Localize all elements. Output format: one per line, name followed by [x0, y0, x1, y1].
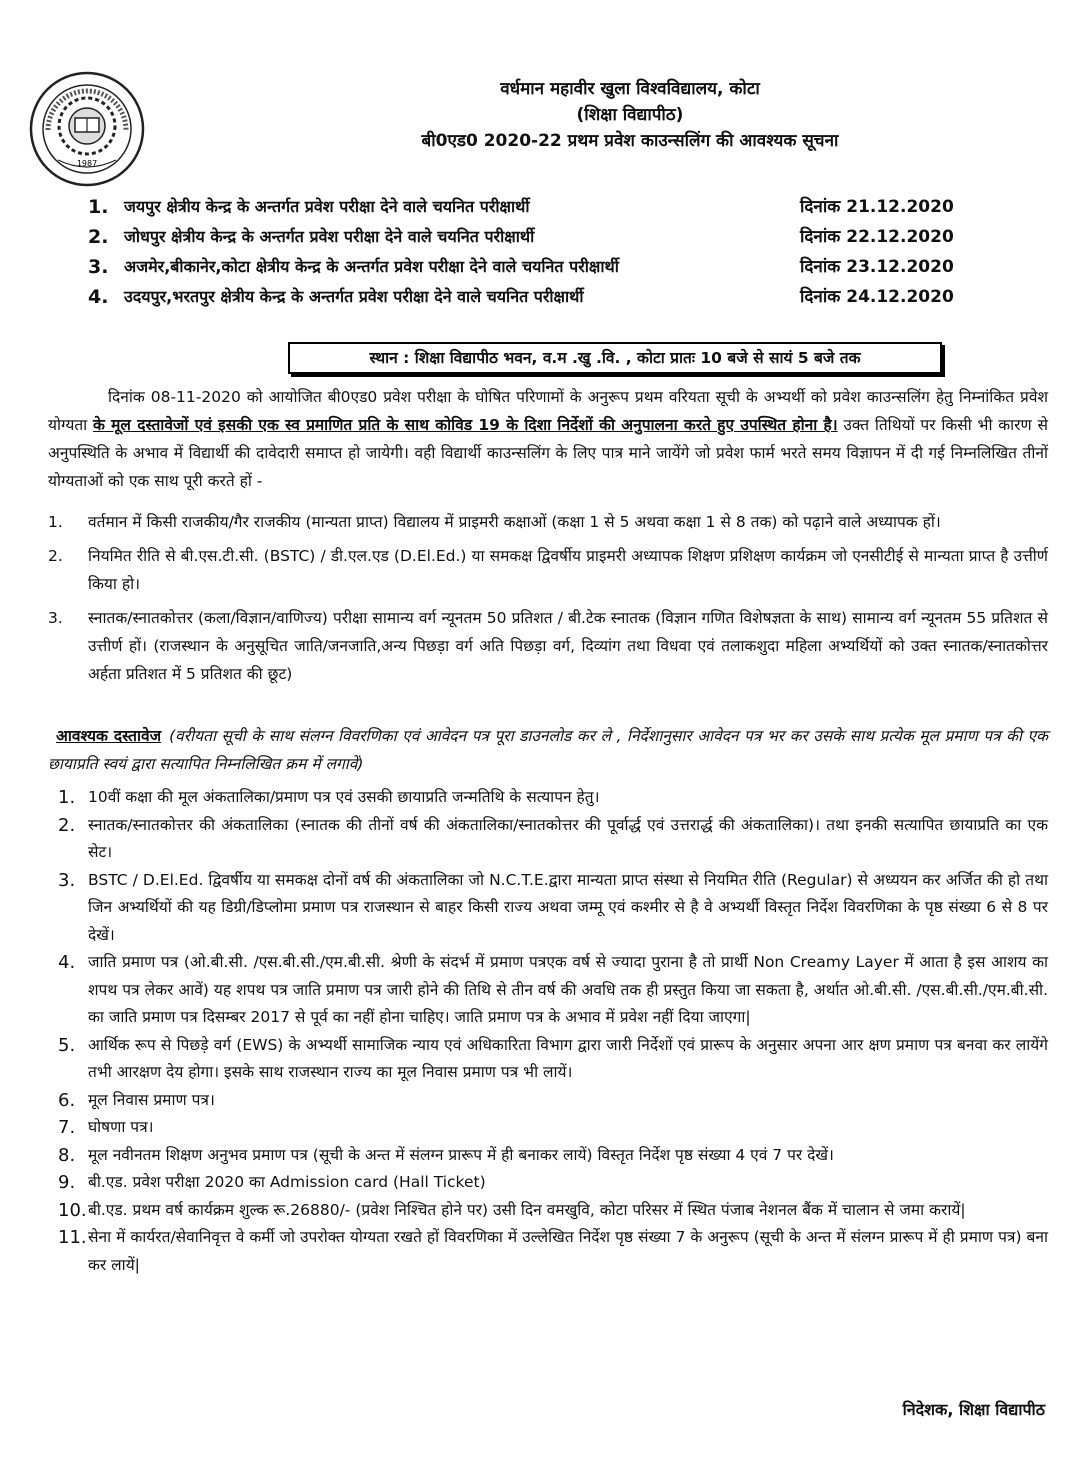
venue-box: स्थान : शिक्षा विद्यापीठ भवन, व.म .खु .वि. , कोटा प्रातः 10 बजे से सायं 5 बजे तक — [288, 342, 942, 374]
notice-title: बी0एड0 2020-22 प्रथम प्रवेश काउन्सलिंग की आवश्यक सूचना — [421, 131, 839, 151]
item-text: मूल निवास प्रमाण पत्र। — [88, 1090, 215, 1109]
university-seal-logo — [28, 70, 146, 188]
university-name: वर्धमान महावीर खुला विश्वविद्यालय, कोटा — [500, 79, 760, 99]
item-number: 1. — [48, 513, 63, 531]
documents-list — [58, 784, 1048, 1279]
list-item — [58, 1032, 1048, 1087]
item-text: स्नातक/स्नातकोत्तर (कला/विज्ञान/वाणिज्य) परीक्षा सामान्य वर्ग न्यूनतम 50 प्रतिशत / बी.टेक स्नातक (विज्ञान गणित विशेषज्ञता के साथ) सामान्य वर्ग न्यूनतम 55 प्रतिशत से उत्तीर्ण हों। (राजस्थान के अनुसूचित जाति/जनजाति,अन्य पिछड़ा वर्ग अति पिछड़ा वर्ग, दिव्यांग तथा विधवा एवं तलाकशुदा महिला अभ्यर्थियों को उक्त स्नातक/स्नातकोत्तर अर्हता प्रतिशत में 5 प्रतिशत की छूट) — [88, 609, 1048, 683]
intro-bold-text: के मूल दस्तावेजों एवं इसकी एक स्व प्रमाणित प्रति के साथ कोविड 19 के दिशा निर्देशों की अनुपालना करते हुए उपस्थित होना है। — [93, 416, 838, 434]
item-number: 7. — [58, 1117, 76, 1138]
schedule-date: दिनांक 24.12.2020 — [800, 287, 954, 307]
list-item — [58, 949, 1048, 1032]
item-number: 10. — [58, 1199, 87, 1221]
schedule-date: दिनांक 21.12.2020 — [800, 197, 954, 217]
eligibility-list — [48, 508, 1048, 688]
item-text: सेना में कार्यरत/सेवानिवृत्त वे कर्मी जो उपरोक्त योग्यता रखते हों विवरणिका में उल्लेखित निर्देश पृष्ठ संख्या 7 के अनुरूप (सूची के अन्त में संलग्न प्रारूप में ही प्रमाण पत्र) बना कर लायें| — [88, 1228, 1048, 1274]
item-number: 5. — [58, 1034, 76, 1056]
schedule-row — [88, 282, 968, 312]
schedule-number: 3. — [88, 256, 109, 278]
item-text: नियमित रीति से बी.एस.टी.सी. (BSTC) / डी.एल.एड (D.El.Ed.) या समकक्ष द्विवर्षीय प्राइमरी अध्यापक शिक्षण प्रशिक्षण कार्यक्रम जो एनसीटीई से मान्यता प्राप्त है उत्तीर्ण किया हो। — [88, 547, 1048, 593]
list-item — [58, 1087, 1048, 1115]
item-text: BSTC / D.El.Ed. द्विवर्षीय या समकक्ष दोनों वर्ष की अंकतालिका जो N.C.T.E.द्वारा मान्यता प्राप्त संस्था से नियमित रीति (Regular) से अध्ययन कर अर्जित की हो तथा जिन अभ्यर्थियों की यह डिग्री/डिप्लोमा प्रमाण पत्र राजस्थान से बाहर किसी राज्य अथवा जम्मू एवं कश्मीर से है वे अभ्यर्थी विस्तृत निर्देश विवरणिका के पृष्ठ संख्या 6 से 8 पर देखें। — [88, 870, 1048, 944]
intro-paragraph — [48, 383, 1048, 495]
list-item — [58, 1224, 1048, 1279]
list-item — [58, 1169, 1048, 1197]
list-item — [58, 1142, 1048, 1170]
notice-header — [300, 76, 960, 154]
department-name: (शिक्षा विद्यापीठ) — [576, 105, 684, 125]
counselling-schedule — [88, 192, 968, 312]
list-item — [58, 1114, 1048, 1142]
item-text: आर्थिक रूप से पिछड़े वर्ग (EWS) के अभ्यर्थी सामाजिक न्याय एवं अधिकारिता विभाग द्वारा जारी निर्देशों एवं प्रारूप के अनुसार अपना आर क्षण प्रमाण पत्र बनवा कर लायेंगे तभी आरक्षण देय होगा। इसके साथ राजस्थान राज्य का मूल निवास प्रमाण पत्र भी लायें। — [88, 1035, 1048, 1081]
item-number: 11. — [58, 1227, 87, 1248]
list-item — [48, 604, 1048, 688]
schedule-date: दिनांक 23.12.2020 — [800, 257, 954, 277]
item-text: मूल नवीनतम शिक्षण अनुभव प्रमाण पत्र (सूची के अन्त में संलग्न प्रारूप में ही बनाकर लायें) विस्तृत निर्देश पृष्ठ संख्या 4 एवं 7 पर देखें। — [88, 1145, 834, 1164]
list-item — [48, 508, 1048, 536]
item-number: 9. — [58, 1172, 76, 1193]
list-item — [58, 867, 1048, 950]
schedule-text: उदयपुर,भरतपुर क्षेत्रीय केन्द्र के अन्तर्गत प्रवेश परीक्षा देने वाले चयनित परीक्षार्थी — [124, 287, 584, 306]
item-text: स्नातक/स्नातकोत्तर की अंकतालिका (स्नातक की तीनों वर्ष की अंकतालिका/स्नातकोत्तर की पूर्वार्द्ध एवं उत्तरार्द्ध की अंकतालिका)। तथा इनकी सत्यापित छायाप्रति का एक सेट। — [88, 815, 1048, 861]
schedule-number: 1. — [88, 196, 109, 218]
schedule-number: 2. — [88, 226, 109, 248]
list-item — [58, 1197, 1048, 1225]
schedule-text: अजमेर,बीकानेर,कोटा क्षेत्रीय केन्द्र के अन्तर्गत प्रवेश परीक्षा देने वाले चयनित परीक्षार्थी — [124, 257, 619, 276]
item-number: 2. — [58, 814, 76, 836]
item-number: 2. — [48, 547, 63, 565]
schedule-row — [88, 222, 968, 252]
item-number: 8. — [58, 1144, 76, 1166]
logo-year: 1987 — [76, 159, 98, 168]
item-text: 10वीं कक्षा की मूल अंकतालिका/प्रमाण पत्र एवं उसकी छायाप्रति जन्मतिथि के सत्यापन हेतु। — [88, 788, 600, 806]
item-number: 6. — [58, 1089, 76, 1111]
item-text: घोषणा पत्र। — [88, 1118, 154, 1136]
schedule-row — [88, 252, 968, 282]
item-number: 3. — [48, 609, 63, 627]
item-text: बी.एड. प्रथम वर्ष कार्यक्रम शुल्क रू.26880/- (प्रवेश निश्चित होने पर) उसी दिन वमखुवि, कोटा परिसर में स्थित पंजाब नेशनल बैंक में चालान से जमा करायें| — [88, 1200, 966, 1219]
signature: निदेशक, शिक्षा विद्यापीठ — [902, 1400, 1045, 1419]
list-item — [58, 784, 1048, 812]
item-number: 3. — [58, 869, 76, 891]
documents-note: (वरीयता सूची के साथ संलग्न विवरणिका एवं आवेदन पत्र पूरा डाउनलोड कर ले , निर्देशानुसार आवेदन पत्र भर कर उसके साथ प्रत्येक मूल प्रमाण पत्र की एक छायाप्रति स्वयं द्वारा सत्यापित निम्नलिखित क्रम में लगावें) — [48, 727, 1048, 773]
schedule-number: 4. — [88, 286, 109, 308]
schedule-date: दिनांक 22.12.2020 — [800, 227, 954, 247]
item-number: 1. — [58, 787, 76, 808]
list-item — [58, 812, 1048, 867]
list-item — [48, 542, 1048, 598]
item-text: बी.एड. प्रवेश परीक्षा 2020 का Admission card (Hall Ticket) — [88, 1173, 486, 1191]
intro-text-1: दिनांक 08-11-2020 को आयोजित बी0एड0 प्रवेश परीक्षा के घोषित परिणामों के अनुरूप प्रथम वरियता सूची के अभ्यर्थी को प्रवेश काउन्सलिंग हेतु निम्नांकित प्रवेश योग्यता — [48, 388, 1048, 434]
documents-label: आवश्यक दस्तावेज — [56, 727, 162, 745]
documents-heading — [48, 722, 1048, 778]
schedule-text: जोधपुर क्षेत्रीय केन्द्र के अन्तर्गत प्रवेश परीक्षा देने वाले चयनित परीक्षार्थी — [124, 227, 535, 246]
intro-text-2: उक्त तिथियों पर किसी भी कारण से अनुपस्थिति के अभाव में विद्यार्थी की दावेदारी समाप्त हो जायेगी। वही विद्यार्थी काउन्सलिंग के लिए पात्र माने जायेंगे जो प्रवेश फार्म भरते समय विज्ञापन में दी गई निम्नलिखित तीनों योग्यताओं को एक साथ पूरी करते हों - — [48, 416, 1048, 490]
item-text: जाति प्रमाण पत्र (ओ.बी.सी. /एस.बी.सी./एम.बी.सी. श्रेणी के संदर्भ में प्रमाण पत्रएक वर्ष से ज्यादा पुराना है तो प्रार्थी Non Creamy Layer में आता है इस आशय का शपथ पत्र लेकर आवें) यह शपथ पत्र जाति प्रमाण पत्र जारी होने की तिथि से तीन वर्ष की अवधि तक ही प्रस्तुत किया जा सकता है, अर्थात ओ.बी.सी. /एस.बी.सी./एम.बी.सी. का जाति प्रमाण पत्र दिसम्बर 2017 से पूर्व का नहीं होना चाहिए। जाति प्रमाण पत्र के अभाव में प्रवेश नहीं दिया जाएगा| — [88, 953, 1048, 1026]
item-number: 4. — [58, 952, 76, 973]
schedule-row — [88, 192, 968, 222]
item-text: वर्तमान में किसी राजकीय/गैर राजकीय (मान्यता प्राप्त) विद्यालय में प्राइमरी कक्षाओं (कक्षा 1 से 5 अथवा कक्षा 1 से 8 तक) को पढ़ाने वाले अध्यापक हों। — [88, 513, 941, 531]
schedule-text: जयपुर क्षेत्रीय केन्द्र के अन्तर्गत प्रवेश परीक्षा देने वाले चयनित परीक्षार्थी — [124, 197, 530, 216]
